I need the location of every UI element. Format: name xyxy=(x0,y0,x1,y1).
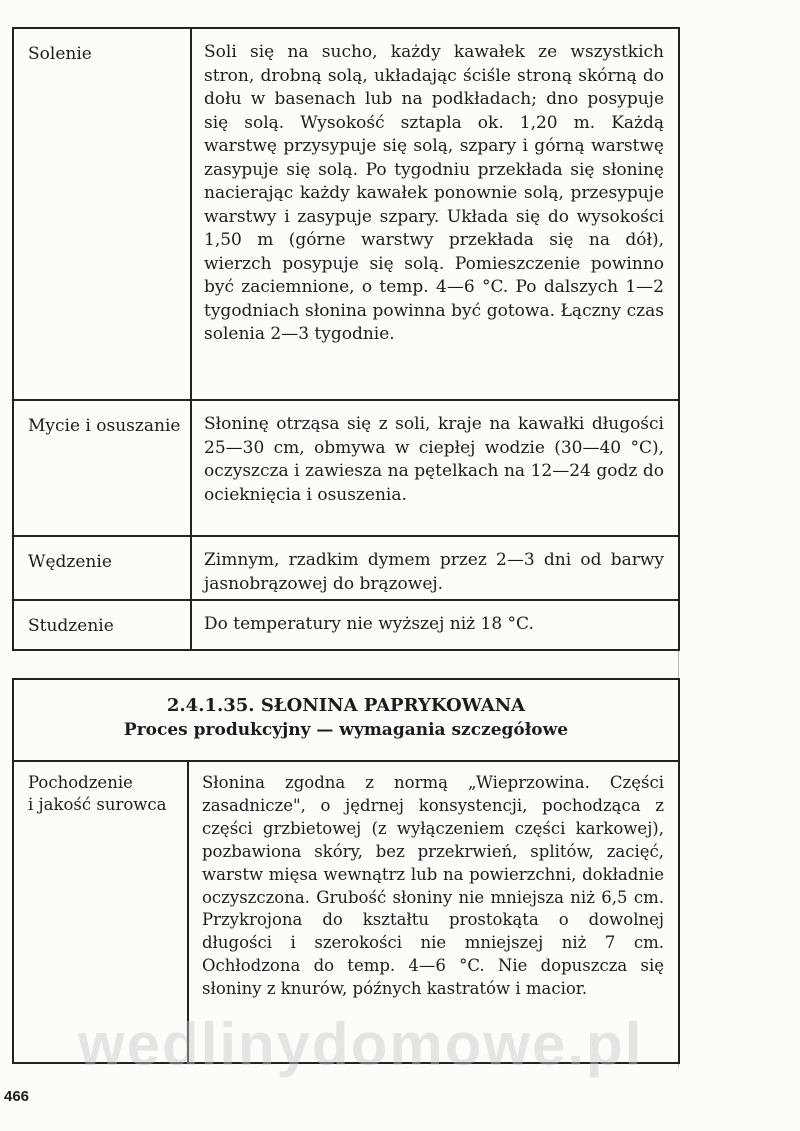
row-label: Mycie i osuszanie xyxy=(28,416,181,436)
table-row-pochodzenie xyxy=(14,760,678,1062)
section-title: 2.4.1.35. SŁONINA PAPRYKOWANA xyxy=(166,695,526,716)
page-number: 466 xyxy=(4,1088,30,1105)
table-row-solenie xyxy=(14,29,678,401)
table-row-mycie xyxy=(14,401,678,537)
process-table-slonina xyxy=(12,27,680,651)
row-label: Pochodzenie i jakość surowca xyxy=(28,773,167,814)
row-text: Słoninę otrząsa się z soli, kraje na kawałki długości 25—30 cm, obmywa w ciepłej wodzie (30—40 °C), oczyszcza i zawiesza na pętelkach na 12—24 godz do ocieknięcia i osuszenia. xyxy=(204,414,664,505)
row-text: Zimnym, rzadkim dymem przez 2—3 dni od barwy jasnobrązowej do brązowej. xyxy=(204,550,664,594)
row-text: Do temperatury nie wyższej niż 18 °C. xyxy=(204,614,534,634)
table-row-wedzenie xyxy=(14,537,678,601)
process-table-slonina-paprykowana xyxy=(12,678,680,1064)
row-label: Solenie xyxy=(28,44,92,64)
row-text: Soli się na sucho, każdy kawałek ze wszystkich stron, drobną solą, układając ściśle stroną skórną do dołu w basenach lub na podkładach; dno posypuje się solą. Wysokość sztapla ok. 1,20 m. Każdą warstwę przysypuje się solą, szpary i górną warstwę zasypuje się solą. Po tygodniu przekłada się słoninę nacierając każdy kawałek ponownie solą, przesypuje warstwy i zasypuje szpary. Układa się do wysokości 1,50 m (górne warstwy przekłada się na dół), wierzch posypuje się solą. Pomieszczenie powinno być zaciemnione, o temp. 4—6 °C. Po dalszych 1—2 tygodniach słonina powinna być gotowa. Łączny czas solenia 2—3 tygodnie. xyxy=(204,42,664,344)
watermark: wedlinydomowe.pl xyxy=(78,1011,644,1078)
table-header xyxy=(14,680,678,762)
table-row-studzenie xyxy=(14,601,678,649)
row-text: Słonina zgodna z normą „Wieprzowina. Części zasadnicze", o jędrnej konsystencji, pochodząca z części grzbietowej (z wyłączeniem części karkowej), pozbawiona skóry, bez przekrwień, splitów, zacięć, warstw mięsa wewnątrz lub na powierzchni, dokładnie oczyszczona. Grubość słoniny nie mniejsza niż 6,5 cm. Przykrojona do kształtu prostokąta o dowolnej długości i szerokości nie mniejszej niż 7 cm. Ochłodzona do temp. 4—6 °C. Nie dopuszcza się słoniny z knurów, późnych kastratów i macior. xyxy=(202,773,664,999)
section-subtitle: Proces produkcyjny — wymagania szczegółowe xyxy=(123,720,569,740)
row-label: Studzenie xyxy=(28,616,114,636)
row-label: Wędzenie xyxy=(28,552,112,572)
